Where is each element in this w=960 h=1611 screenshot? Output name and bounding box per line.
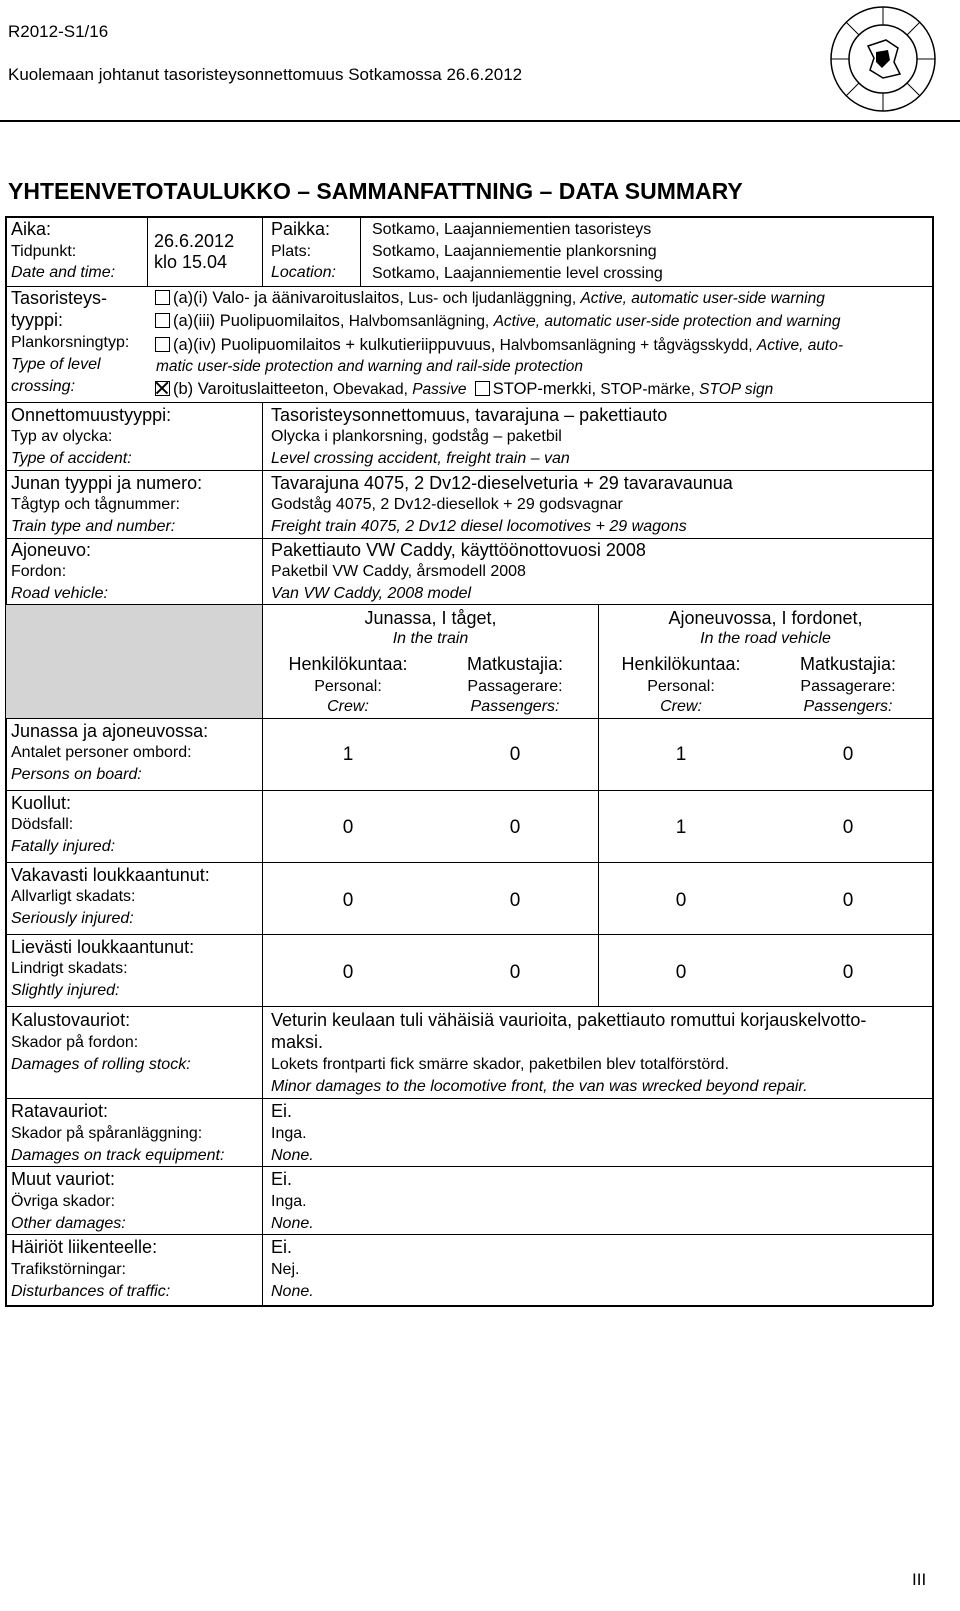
separator xyxy=(5,1098,933,1099)
accident-value-sv: Olycka i plankorsning, godståg – paketbil xyxy=(271,428,562,445)
accident-label-sv: Typ av olycka: xyxy=(11,428,113,445)
vehicle-passengers-value: 0 xyxy=(842,744,854,765)
divider xyxy=(262,216,263,286)
row-label-fi: Kuollut: xyxy=(11,793,72,813)
grey-filler xyxy=(6,605,262,718)
vehicle-label-sv: Fordon: xyxy=(11,563,67,580)
traffic-value-sv: Nej. xyxy=(271,1261,300,1278)
vehicle-value-sv: Paketbil VW Caddy, årsmodell 2008 xyxy=(271,563,526,580)
accident-label-en: Type of accident: xyxy=(11,450,132,467)
vehicle-crew-value: 0 xyxy=(675,962,687,983)
other-label-sv: Övriga skador: xyxy=(11,1193,116,1210)
accident-value-en: Level crossing accident, freight train – van xyxy=(271,450,570,467)
crossing-label-en-1: Type of level xyxy=(11,356,101,373)
traffic-label-en: Disturbances of traffic: xyxy=(11,1283,171,1300)
damages-label-sv: Skador på fordon: xyxy=(11,1034,139,1051)
divider xyxy=(262,402,263,1305)
time-label-fi: Aika: xyxy=(11,219,52,239)
train-column-head-en: In the train xyxy=(392,630,469,647)
separator xyxy=(5,790,933,791)
vehicle-passengers-head: Matkustajia: Passagerare: Passengers: xyxy=(799,654,897,715)
track-label-en: Damages on track equipment: xyxy=(11,1147,225,1164)
row-label-en: Fatally injured: xyxy=(11,838,116,855)
place-value-sv: Sotkamo, Laajanniementie plankorsning xyxy=(372,243,657,260)
vehicle-crew-value: 0 xyxy=(675,890,687,911)
train-value-sv: Godståg 4075, 2 Dv12-diesellok + 29 godsvagnar xyxy=(271,496,623,513)
checkbox-checked xyxy=(155,381,170,396)
crossing-option-4: (b) Varoituslaitteeton, Obevakad, Passive STOP-merkki, STOP-märke, STOP sign xyxy=(155,380,773,399)
vehicle-passengers-value: 0 xyxy=(842,890,854,911)
train-passengers-value: 0 xyxy=(509,817,521,838)
train-passengers-value: 0 xyxy=(509,890,521,911)
separator xyxy=(5,1166,933,1167)
crossing-option-2: (a)(iii) Puolipuomilaitos, Halvbomsanlägning, Active, automatic user-side protection and warning xyxy=(155,312,841,331)
track-value-sv: Inga. xyxy=(271,1125,307,1142)
place-label-sv: Plats: xyxy=(271,243,312,260)
separator xyxy=(5,1234,933,1235)
vehicle-column-head-en: In the road vehicle xyxy=(700,630,831,647)
damages-value-fi-2: maksi. xyxy=(271,1032,324,1052)
place-value-fi: Sotkamo, Laajanniementien tasoristeys xyxy=(372,221,652,238)
time-date: 26.6.2012 xyxy=(154,231,235,251)
separator xyxy=(5,934,933,935)
train-value-en: Freight train 4075, 2 Dv12 diesel locomotives + 29 wagons xyxy=(271,518,687,535)
damages-value-sv: Lokets frontparti fick smärre skador, paketbilen blev totalförstörd. xyxy=(271,1056,729,1073)
separator xyxy=(5,862,933,863)
vehicle-crew-value: 1 xyxy=(675,744,687,765)
other-value-fi: Ei. xyxy=(271,1169,293,1189)
accident-value-fi: Tasoristeysonnettomuus, tavarajuna – pakettiauto xyxy=(271,405,668,425)
row-label-en: Seriously injured: xyxy=(11,910,134,927)
damages-value-fi-1: Veturin keulaan tuli vähäisiä vaurioita, pakettiauto romuttui korjauskelvotto- xyxy=(271,1010,867,1030)
traffic-label-sv: Trafikstörningar: xyxy=(11,1261,126,1278)
crossing-label-en-2: crossing: xyxy=(11,378,76,395)
row-label-en: Slightly injured: xyxy=(11,982,120,999)
row-label-sv: Antalet personer ombord: xyxy=(11,744,192,761)
train-label-sv: Tågtyp och tågnummer: xyxy=(11,496,180,513)
separator xyxy=(5,538,933,539)
train-label-fi: Junan tyyppi ja numero: xyxy=(11,473,203,493)
track-value-fi: Ei. xyxy=(271,1101,293,1121)
vehicle-label-fi: Ajoneuvo: xyxy=(11,540,92,560)
traffic-value-en: None. xyxy=(271,1283,314,1300)
checkbox-unchecked xyxy=(155,290,170,305)
train-passengers-head: Matkustajia: Passagerare: Passengers: xyxy=(466,654,564,715)
checkbox-unchecked xyxy=(155,337,170,352)
vehicle-passengers-value: 0 xyxy=(842,817,854,838)
page-number: III xyxy=(912,1570,927,1589)
track-value-en: None. xyxy=(271,1147,314,1164)
track-label-sv: Skador på spåranläggning: xyxy=(11,1125,203,1142)
train-passengers-value: 0 xyxy=(509,744,521,765)
vehicle-crew-value: 1 xyxy=(675,817,687,838)
separator xyxy=(5,470,933,471)
agency-logo xyxy=(828,4,938,114)
frame-top xyxy=(5,216,933,218)
document-title: Kuolemaan johtanut tasoristeysonnettomuus Sotkamossa 26.6.2012 xyxy=(8,65,523,84)
crossing-label-fi-1: Tasoristeys- xyxy=(11,288,108,308)
vehicle-passengers-value: 0 xyxy=(842,962,854,983)
train-crew-value: 0 xyxy=(342,817,354,838)
other-value-en: None. xyxy=(271,1215,314,1232)
separator xyxy=(5,1006,933,1007)
header-rule xyxy=(0,120,960,122)
vehicle-label-en: Road vehicle: xyxy=(11,585,108,602)
traffic-label-fi: Häiriöt liikenteelle: xyxy=(11,1237,158,1257)
train-label-en: Train type and number: xyxy=(11,518,176,535)
other-value-sv: Inga. xyxy=(271,1193,307,1210)
frame-bottom xyxy=(5,1305,933,1307)
crossing-option-1: (a)(i) Valo- ja äänivaroituslaitos, Lus- och ljudanläggning, Active, automatic user-side warning xyxy=(155,289,825,308)
row-label-sv: Allvarligt skadats: xyxy=(11,888,136,905)
train-passengers-value: 0 xyxy=(509,962,521,983)
crossing-option-3-cont: matic user-side protection and warning and rail-side protection xyxy=(156,358,584,375)
checkbox-unchecked xyxy=(475,381,490,396)
crossing-label-sv: Plankorsningtyp: xyxy=(11,334,130,351)
frame-left xyxy=(5,216,7,1306)
train-crew-value: 1 xyxy=(342,744,354,765)
separator xyxy=(5,286,933,287)
damages-value-en: Minor damages to the locomotive front, the van was wrecked beyond repair. xyxy=(271,1078,808,1095)
track-label-fi: Ratavauriot: xyxy=(11,1101,109,1121)
vehicle-column-head: Ajoneuvossa, I fordonet, xyxy=(668,608,863,628)
damages-label-fi: Kalustovauriot: xyxy=(11,1010,131,1030)
document-id: R2012-S1/16 xyxy=(8,22,109,41)
damages-label-en: Damages of rolling stock: xyxy=(11,1056,191,1073)
divider xyxy=(147,216,148,286)
train-crew-value: 0 xyxy=(342,962,354,983)
row-label-sv: Lindrigt skadats: xyxy=(11,960,128,977)
vehicle-crew-head: Henkilökuntaa: Personal: Crew: xyxy=(621,654,741,715)
divider xyxy=(360,216,361,286)
train-crew-head: Henkilökuntaa: Personal: Crew: xyxy=(288,654,408,715)
crossing-label-fi-2: tyyppi: xyxy=(11,310,64,330)
time-label-en: Date and time: xyxy=(11,264,116,281)
checkbox-unchecked xyxy=(155,313,170,328)
place-label-en: Location: xyxy=(271,264,336,281)
other-label-fi: Muut vauriot: xyxy=(11,1169,116,1189)
row-label-en: Persons on board: xyxy=(11,766,142,783)
place-label-fi: Paikka: xyxy=(271,219,331,239)
row-label-fi: Vakavasti loukkaantunut: xyxy=(11,865,210,885)
other-label-en: Other damages: xyxy=(11,1215,126,1232)
separator xyxy=(5,402,933,403)
row-label-fi: Junassa ja ajoneuvossa: xyxy=(11,721,209,741)
summary-title: YHTEENVETOTAULUKKO – SAMMANFATTNING – DATA SUMMARY xyxy=(8,178,743,204)
traffic-value-fi: Ei. xyxy=(271,1237,293,1257)
crossing-option-3: (a)(iv) Puolipuomilaitos + kulkutieriippuvuus, Halvbomsanlägning + tågvägsskydd, Active, auto- xyxy=(155,336,843,355)
separator xyxy=(5,718,933,719)
vehicle-value-fi: Pakettiauto VW Caddy, käyttöönottovuosi 2008 xyxy=(271,540,646,560)
row-label-sv: Dödsfall: xyxy=(11,816,74,833)
time-label-sv: Tidpunkt: xyxy=(11,243,77,260)
frame-right xyxy=(932,216,934,1306)
vehicle-value-en: Van VW Caddy, 2008 model xyxy=(271,585,472,602)
time-clock: klo 15.04 xyxy=(154,252,228,272)
place-value-en: Sotkamo, Laajanniementie level crossing xyxy=(372,265,663,282)
train-value-fi: Tavarajuna 4075, 2 Dv12-dieselveturia + 29 tavaravaunua xyxy=(271,473,733,493)
accident-label-fi: Onnettomuustyyppi: xyxy=(11,405,172,425)
row-label-fi: Lievästi loukkaantunut: xyxy=(11,937,195,957)
train-crew-value: 0 xyxy=(342,890,354,911)
train-column-head: Junassa, I tåget, xyxy=(364,608,497,628)
